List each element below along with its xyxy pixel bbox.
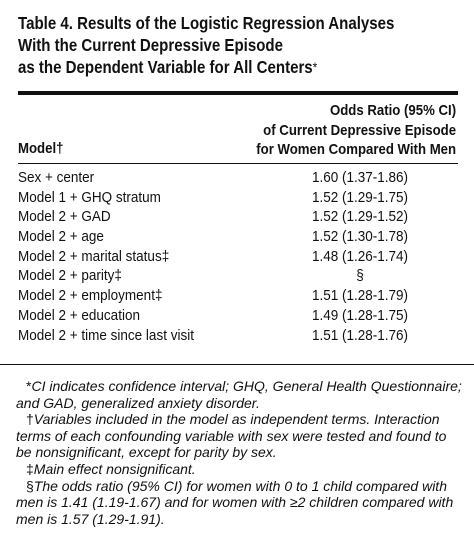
odds-ratio-cell: 1.51 (1.28-1.79) xyxy=(311,287,409,305)
table-row xyxy=(18,227,458,247)
title-line-2: With the Current Depressive Episode xyxy=(18,35,283,55)
footnote-text: Main effect nonsignificant. xyxy=(33,460,196,477)
table-row xyxy=(18,326,458,346)
odds-ratio-cell: 1.49 (1.28-1.75) xyxy=(311,306,409,324)
footnote-text: Variables included in the model as independent terms. Interaction terms of each confounding variable with sex were tested and found to be nonsignificant, except for parity by sex. xyxy=(16,411,447,461)
odds-ratio-cell: 1.60 (1.37-1.86) xyxy=(311,169,409,186)
model-cell: Model 2 + employment‡ xyxy=(18,287,163,305)
odds-header-line-3: for Women Compared With Men xyxy=(256,141,456,158)
table-row xyxy=(18,207,458,227)
model-cell: Model 2 + age xyxy=(18,228,104,246)
title-line-1: Table 4. Results of the Logistic Regression Analyses xyxy=(18,13,395,33)
footnote-symbol: § xyxy=(26,477,34,494)
table-body xyxy=(18,168,458,345)
model-header: Model† xyxy=(18,140,64,157)
odds-header-line-1: Odds Ratio (95% CI) xyxy=(329,102,456,119)
table-row xyxy=(18,266,458,286)
footnote xyxy=(16,378,464,411)
title-footnote-mark: * xyxy=(312,59,318,75)
footnote-symbol: * xyxy=(26,378,32,394)
header-rule xyxy=(18,163,458,164)
model-cell: Model 1 + GHQ stratum xyxy=(18,188,161,206)
footnote-symbol: † xyxy=(26,411,34,428)
model-cell: Model 2 + marital status‡ xyxy=(18,247,170,265)
odds-ratio-header xyxy=(256,101,456,160)
table-row xyxy=(18,188,458,208)
footnote-text: CI indicates confidence interval; GHQ, General Health Questionnaire; and GAD, generalized anxiety disorder. xyxy=(16,378,462,411)
model-cell: Sex + center xyxy=(18,169,95,186)
odds-ratio-cell: 1.48 (1.26-1.74) xyxy=(311,247,409,265)
footnote xyxy=(16,461,464,478)
odds-ratio-cell: 1.52 (1.29-1.52) xyxy=(311,208,409,226)
top-rule xyxy=(18,91,458,95)
odds-header-line-2: of Current Depressive Episode xyxy=(263,121,456,139)
table-row xyxy=(18,247,458,267)
footnote xyxy=(16,478,464,528)
odds-ratio-cell: 1.52 (1.30-1.78) xyxy=(311,228,409,246)
odds-ratio-cell: 1.51 (1.28-1.76) xyxy=(311,326,409,344)
title-line-3-text: as the Dependent Variable for All Centers xyxy=(18,57,313,77)
model-cell: Model 2 + parity‡ xyxy=(18,267,122,285)
table-row xyxy=(18,306,458,326)
table-title xyxy=(18,12,396,78)
table-row xyxy=(18,168,458,188)
odds-ratio-cell: 1.52 (1.29-1.75) xyxy=(311,188,409,206)
model-cell: Model 2 + time since last visit xyxy=(18,326,194,344)
table-footnotes xyxy=(16,378,464,527)
title-line-3 xyxy=(18,56,396,78)
footnote xyxy=(16,411,464,461)
model-cell: Model 2 + GAD xyxy=(18,208,111,226)
odds-ratio-cell: § xyxy=(356,267,364,285)
footnote-symbol: ‡ xyxy=(26,460,34,477)
bottom-rule xyxy=(0,364,474,365)
footnote-text: The odds ratio (95% CI) for women with 0 to 1 child compared with men is 1.41 (1.19-1.67) and for women with ≥2 children compared with men is 1.57 (1.29-1.91). xyxy=(16,477,454,527)
model-cell: Model 2 + education xyxy=(18,306,140,324)
table-row xyxy=(18,286,458,306)
